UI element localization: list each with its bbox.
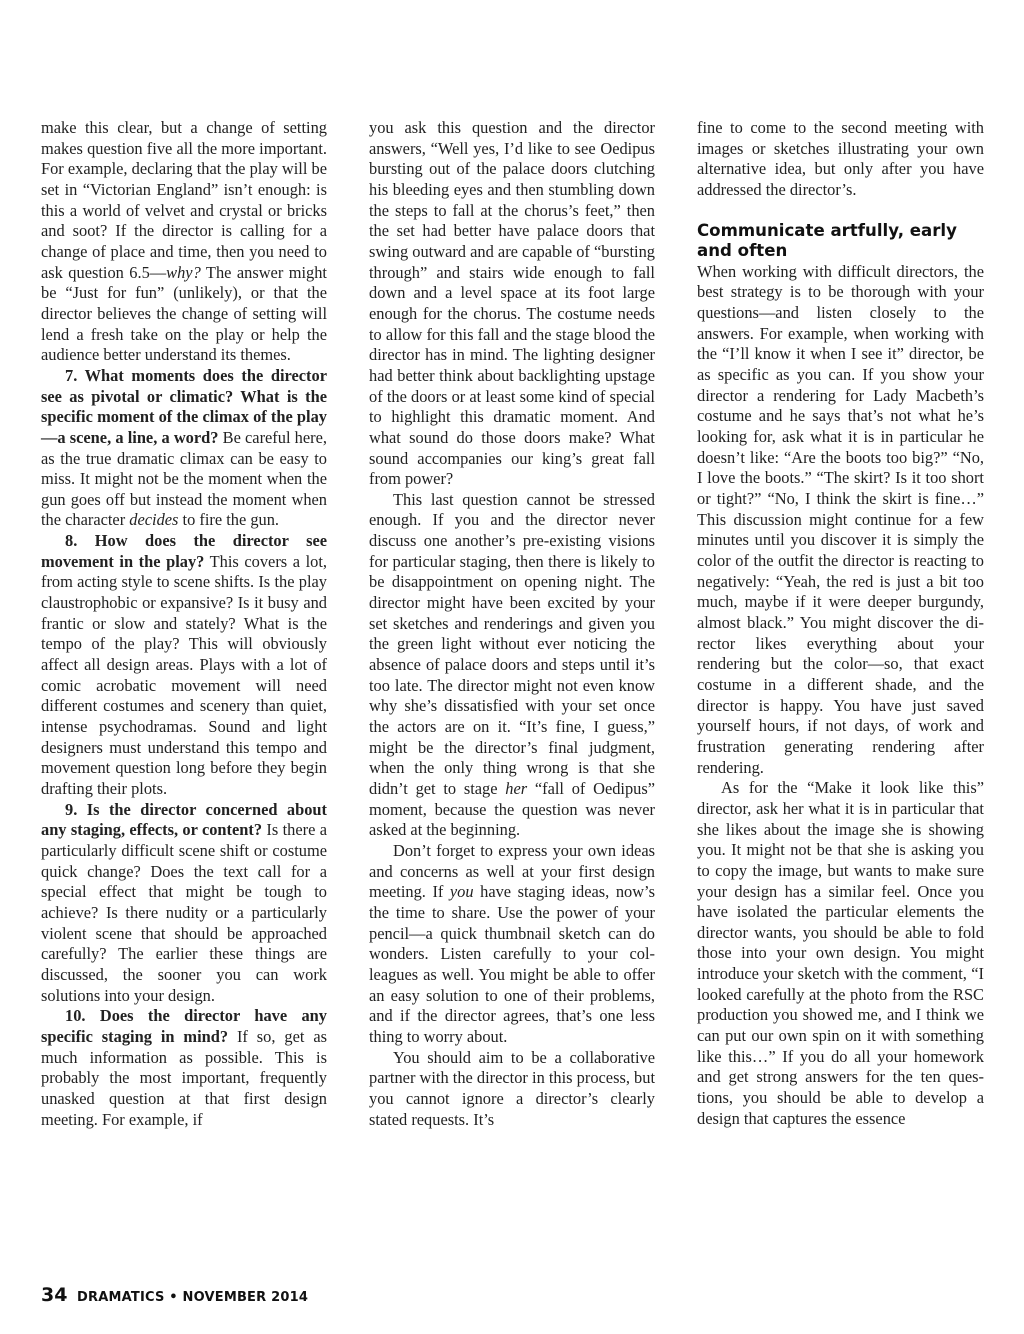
paragraph: As for the “Make it look like this” director, ask her what it is in particular that she likes about the image she is showing you. It might not be that she is asking you to copy the image, but wants to make sure your design has a similar feel. Once you have isolated the particular elements the director wants, you should be able to fold those into your own design. You might introduce your sketch with the comment, “I looked carefully at the photo from the RSC production you showed me, and I think we can put our own spin on it with something like this…” If you do all your homework and get strong answers for the ten questions, you should be able to develop a design that captures the essence — [697, 778, 984, 1128]
section-subheading: Communicate artfully, early and often — [697, 220, 957, 261]
text-column-middle — [369, 118, 655, 1130]
paragraph: When working with difficult directors, the best strategy is to be thorough with your questions—and listen closely to the answers. For example, when working with the “I’ll know it when I see it” director, be as specific as you can. If you show your director a rendering for Lady Macbeth’s costume and he says that’s not what he’s looking for, ask what it is in particular he doesn’t like: “Are the boots too big?” “No, I love the boots.” “The skirt? Is it too short or tight?” “No, I think the skirt is fine…” This discussion might continue for a few minutes until you discover it is simply the color of the outfit the director is reacting to negatively: “Yeah, the red is just a bit too much, maybe if it were deeper burgundy, almost black.” You might discover the director likes everything about your rendering but the color—so, that exact costume in a different shade, and the director is happy. You have just saved yourself hours, if not days, of work and frustration generating rendering after rendering. — [697, 261, 984, 777]
emphasis: why? — [166, 262, 201, 282]
emphasis: her — [505, 779, 528, 798]
question-heading: 8. How does the director see movement in the play? — [41, 531, 327, 571]
question-10: 10. Does the director have any specific staging in mind? If so, get as much information as possible. This is probably the most important, frequently unasked question at that first design meeting. For example, if — [41, 1006, 327, 1129]
emphasis: decides — [129, 510, 179, 530]
paragraph: make this clear, but a change of setting makes question five all the more important. For example, declaring that the play will be set in “Victorian England” isn’t enough: is this a world of velvet and crystal or bricks and soot? If the director is calling for a change of place and time, then you need to ask question 6.5—why? The answer might be “Just for fun” (unlikely), or that the director believes the change of setting will lend a fresh take on the play or help the audience better understand its themes. — [41, 118, 327, 365]
question-heading: 10. Does the director have any specific staging in mind? — [41, 1006, 327, 1046]
page-footer — [41, 1284, 308, 1306]
question-9: 9. Is the director concerned about any staging, effects, or content? Is there a particularly difficult scene shift or costume quick change? Does the text call for a special effect that might be tough to achieve? Is there nudity or a particularly violent scene that should be approached carefully? The earlier these things are discussed, the sooner you can work solutions into your design. — [41, 799, 327, 1005]
paragraph: You should aim to be a collaborative partner with the director in this process, but you cannot ignore a director’s clearly stated requests. It’s — [369, 1047, 655, 1129]
question-8: 8. How does the director see movement in the play? This covers a lot, from acting style to scene shifts. Is the play claustrophobic or expansive? Is it busy and frantic or slow and stately? What is the tempo of the play? This will obviously affect all design areas. Plays with a lot of comic acrobatic movement will need different costumes and scenery than quiet, intense psychodramas. Sound and light designers must understand this tempo and movement question long before they begin drafting their plots. — [41, 531, 328, 798]
text-column-right — [697, 118, 984, 1129]
question-7: 7. What moments does the director see as pivotal or climatic? What is the specific moment of the climax of the play—a scene, a line, a word? Be careful here, as the true dramatic climax can be easy to miss. It might not be the moment when the gun goes off but instead the moment when the character decides to fire the gun. — [41, 365, 327, 530]
paragraph: Don’t forget to express your own ideas and concerns as well at your first design meeting. If you have staging ideas, now’s the time to share. Use the power of your pencil—a quick thumbnail sketch can do wonders. Listen carefully to your colleagues as well. You might be able to offer an easy solution to one of their problems, and if the director agrees, that’s one less thing to worry about. — [369, 840, 655, 1046]
text-column-left — [41, 118, 327, 1130]
publication-line: DRAMATICS • NOVEMBER 2014 — [77, 1290, 309, 1305]
page-number: 34 — [41, 1284, 68, 1306]
paragraph: fine to come to the second meeting with images or sketches illustrating your own alternative idea, but only after you have addressed the director’s. — [697, 118, 984, 199]
paragraph: you ask this question and the director answers, “Well yes, I’d like to see Oedipus bursting out of the palace doors clutching his bleeding eyes and then stumbling down the steps to fall at the chorus’s feet,” then the set had better have palace doors that swing outward and are capable of “bursting through” and stairs wide enough to fall down and a level space at its foot large enough for the chorus. The costume needs to allow for this fall and the stage blood the director has in mind. The lighting designer had better think about backlighting upstage of the doors or at least some kind of special to highlight this dramatic moment. And what sound do those doors make? What sound accompanies our king’s great fall from power? — [369, 118, 655, 489]
question-heading: 9. Is the director concerned about any staging, effects, or content? — [41, 799, 327, 840]
paragraph: This last question cannot be stressed enough. If you and the director never discuss one another’s pre-existing visions for particular staging, then there is likely to be disappointment on opening night. The director might have been excited by your set sketches and renderings and given you the green light without ever noticing the absence of palace doors and steps until it’s too late. The director might not even know why she’s dissatisfied with your set once the actors are on it. “It’s fine, I guess,” might be the director’s final judgment, when the only thing wrong is that she didn’t get to stage her “fall of Oedipus” moment, because the question was never asked at the beginning. — [369, 489, 656, 840]
emphasis: you — [449, 882, 474, 902]
question-heading: 7. What moments does the director see as pivotal or climatic? What is the specific moment of the climax of the play—a scene, a line, a word? — [41, 365, 327, 447]
